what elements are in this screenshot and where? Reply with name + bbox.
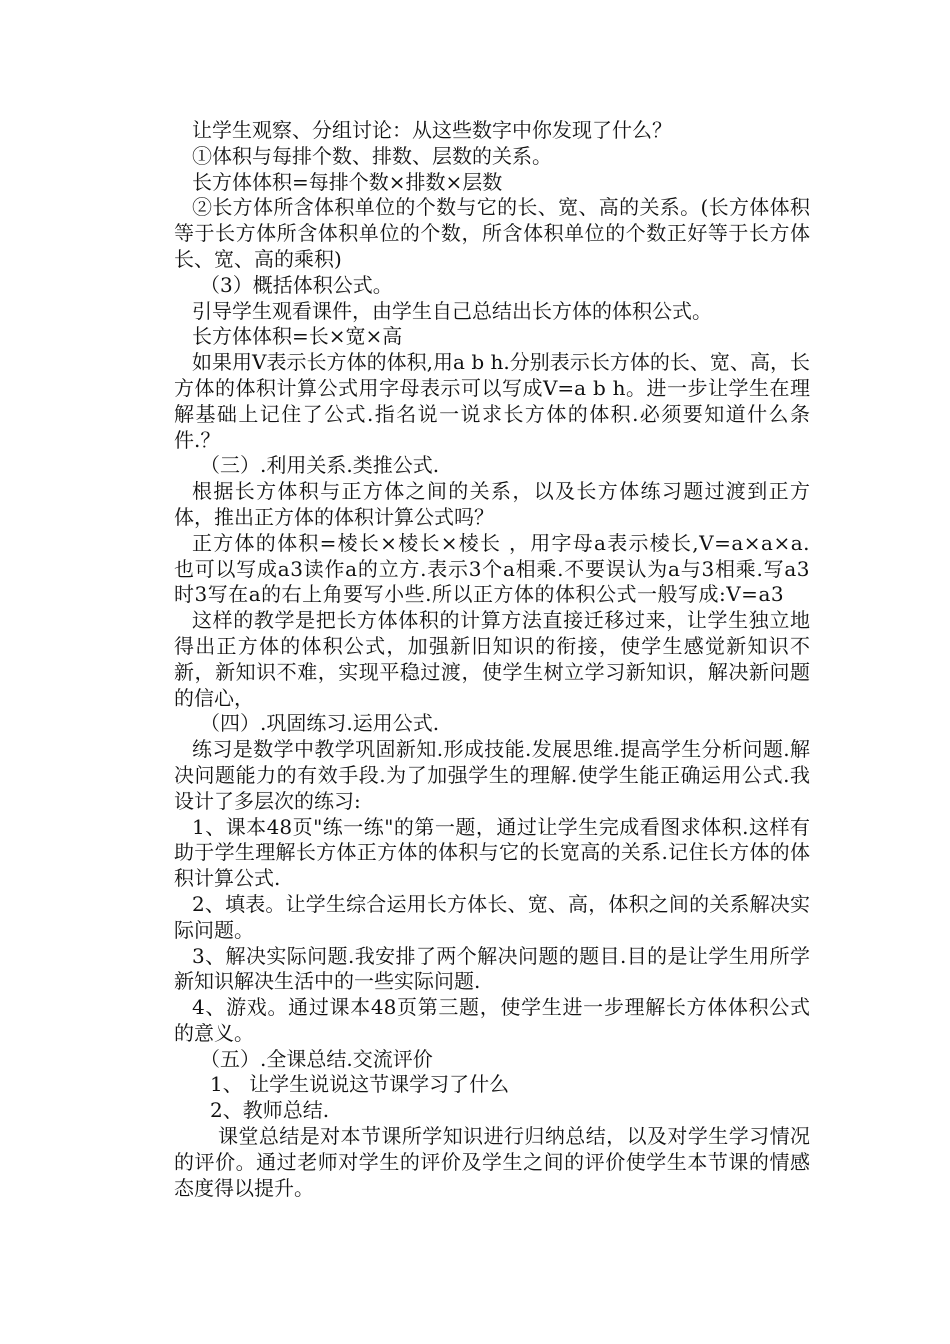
paragraph: 根据长方体积与正方体之间的关系，以及长方体练习题过渡到正方体，推出正方体的体积计算公式吗？: [174, 479, 810, 529]
paragraph: 长方体体积=长×宽×高: [192, 324, 403, 349]
paragraph: 正方体的体积=棱长×棱长×棱长 ，用字母a表示棱长,V=a×a×a.也可以写成a3读作a的立方.表示3个a相乘.不要误认为a与3相乘.写a3时3写在a的右上角要写小些.所以正方体的体积公式一般写成:V=a3: [174, 530, 810, 607]
section-subheading: （3）概括体积公式。: [200, 272, 393, 297]
section-heading: （五）.全课总结.交流评价: [200, 1046, 433, 1071]
paragraph: 这样的教学是把长方体体积的计算方法直接迁移过来，让学生独立地得出正方体的体积公式，加强新旧知识的衔接，使学生感觉新知识不新，新知识不难，实现平稳过渡，使学生树立学习新知识，解决新问题的信心，: [174, 608, 810, 710]
list-item: 1、课本48页"练一练"的第一题，通过让学生完成看图求体积.这样有助于学生理解长方体正方体的体积与它的长宽高的关系.记住长方体的体积计算公式.: [174, 814, 810, 891]
paragraph: 如果用V表示长方体的体积,用a b h.分别表示长方体的长、宽、高，长方体的体积计算公式用字母表示可以写成V=a b h。进一步让学生在理解基础上记住了公式.指名说一说求长方体的体积.必须要知道什么条件.？: [174, 350, 810, 452]
list-item: 3、解决实际问题.我安排了两个解决问题的题目.目的是让学生用所学新知识解决生活中的一些实际问题.: [174, 943, 810, 994]
paragraph: 课堂总结是对本节课所学知识进行归纳总结，以及对学生学习情况的评价。通过老师对学生的评价及学生之间的评价使学生本节课的情感态度得以提升。: [174, 1124, 810, 1200]
paragraph: ②长方体所含体积单位的个数与它的长、宽、高的关系。(长方体体积等于长方体所含体积单位的个数，所含体积单位的个数正好等于长方体长、宽、高的乘积): [174, 195, 810, 271]
section-heading: （四）.巩固练习.运用公式.: [200, 711, 440, 736]
paragraph: ①体积与每排个数、排数、层数的关系。: [192, 143, 552, 168]
list-item: 4、游戏。通过课本48页第三题，使学生进一步理解长方体体积公式的意义。: [174, 995, 810, 1045]
document-body: [174, 118, 810, 1201]
paragraph: 引导学生观看课件，由学生自己总结出长方体的体积公式。: [192, 298, 712, 323]
list-item: 2、教师总结.: [210, 1098, 330, 1123]
paragraph: 长方体体积=每排个数×排数×层数: [192, 169, 503, 194]
section-heading: （三）.利用关系.类推公式.: [200, 453, 440, 478]
list-item: 1、 让学生说说这节课学习了什么: [210, 1072, 510, 1097]
paragraph: 练习是数学中教学巩固新知.形成技能.发展思维.提高学生分析问题.解决问题能力的有效手段.为了加强学生的理解.使学生能正确运用公式.我设计了多层次的练习:: [174, 737, 810, 813]
list-item: 2、填表。让学生综合运用长方体长、宽、高，体积之间的关系解决实际问题。: [174, 891, 810, 942]
paragraph: 让学生观察、分组讨论：从这些数字中你发现了什么？: [192, 118, 672, 142]
